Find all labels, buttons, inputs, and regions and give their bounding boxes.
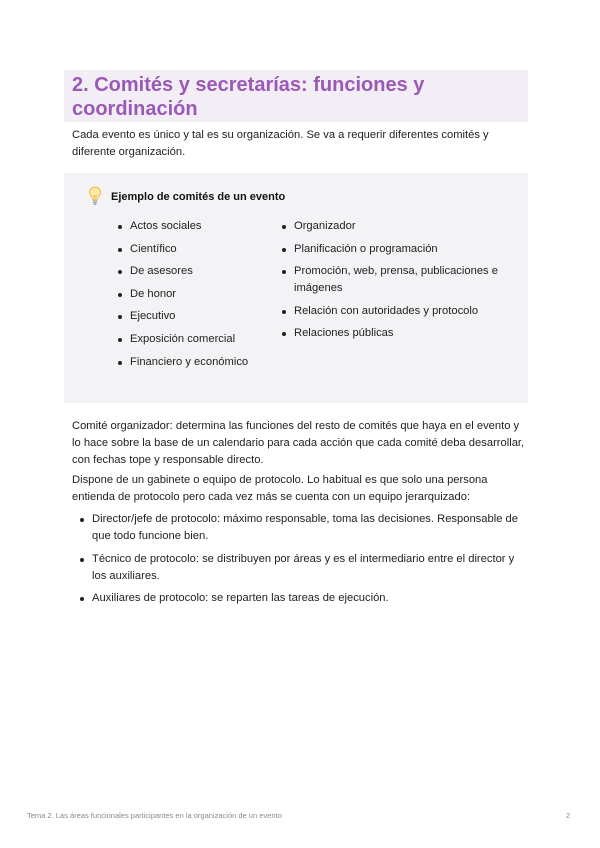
list-item: De asesores — [117, 263, 257, 280]
list-item: Relaciones públicas — [281, 325, 521, 342]
section-heading: 2. Comités y secretarías: funciones y coordinación — [72, 74, 425, 120]
list-item: Promoción, web, prensa, publicaciones e imágenes — [281, 263, 521, 297]
list-item: Auxiliares de protocolo: se reparten las tareas de ejecución. — [79, 590, 530, 607]
list-item: Planificación o programación — [281, 241, 521, 258]
list-item: Director/jefe de protocolo: máximo responsable, toma las decisiones. Responsable de que todo funcione bien. — [79, 511, 530, 545]
intro-paragraph: Cada evento es único y tal es su organización. Se va a requerir diferentes comités y diferente organización. — [72, 129, 489, 158]
protocol-team-paragraph: Dispone de un gabinete o equipo de protocolo. Lo habitual es que solo una persona entienda de protocolo pero cada vez más se cuenta con un equipo jerarquizado: — [72, 474, 488, 503]
list-item: Exposición comercial — [117, 331, 257, 348]
organizing-committee-paragraph: Comité organizador: determina las funciones del resto de comités que haya en el evento y lo hace sobre la base de un calendario para cada acción que cada comité deba desarrollar, con fechas tope y responsable directo. — [72, 420, 525, 466]
footer-title: Tema 2. Las áreas funcionales participantes en la organización de un evento — [27, 811, 282, 820]
list-item: Organizador — [281, 218, 521, 235]
callout-title: Ejemplo de comités de un evento — [111, 191, 286, 203]
list-item: Financiero y económico — [117, 354, 257, 371]
list-item: Científico — [117, 241, 257, 258]
page-number: 2 — [566, 811, 571, 820]
list-item: Ejecutivo — [117, 308, 257, 325]
list-item: Relación con autoridades y protocolo — [281, 303, 521, 320]
protocol-roles-list — [79, 511, 530, 613]
list-item: De honor — [117, 286, 257, 303]
committee-list-left — [117, 218, 257, 376]
list-item: Actos sociales — [117, 218, 257, 235]
committee-list-right — [281, 218, 521, 348]
list-item: Técnico de protocolo: se distribuyen por áreas y es el intermediario entre el director y los auxiliares. — [79, 551, 530, 585]
lightbulb-icon — [88, 186, 102, 206]
